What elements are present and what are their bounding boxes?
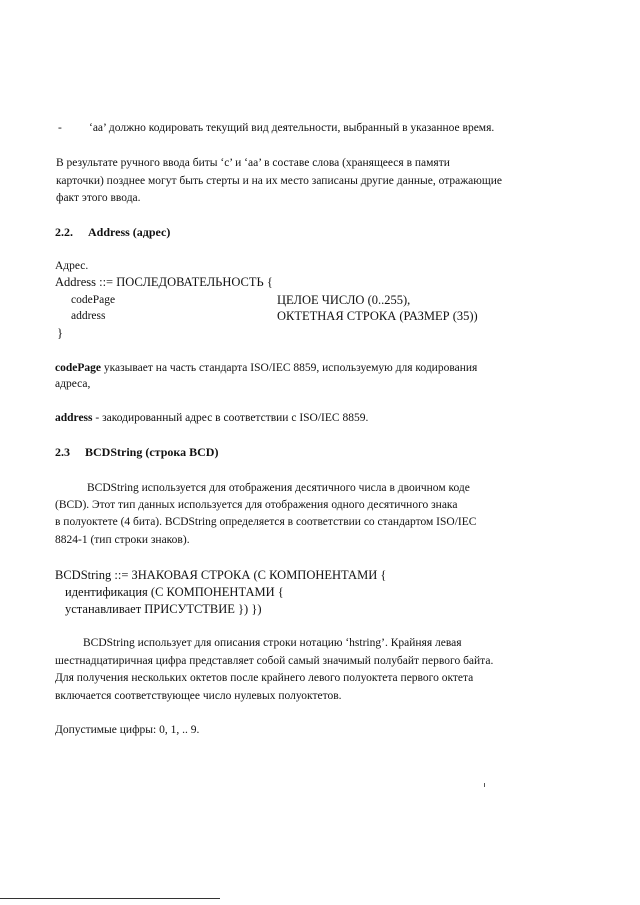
bcd-para1-line-4: 8824-1 (тип строки знаков). <box>55 534 190 546</box>
footnote-rule <box>0 898 220 899</box>
bcd-para1-line-3: в полуоктете (4 бита). BCDString определяется в соответствии со стандартом ISO/IEC <box>55 516 477 528</box>
scan-speck <box>484 783 485 787</box>
field-address-type: ОКТЕТНАЯ СТРОКА (РАЗМЕР (35)) <box>277 309 478 323</box>
codepage-description-line-2: адреса, <box>55 378 91 390</box>
bcd-para2-line-3: Для получения нескольких октетов после крайнего левого полуоктета первого октета <box>55 672 474 684</box>
codepage-description-line-1 <box>55 361 477 375</box>
section-2-2-number: 2.2. <box>55 225 73 239</box>
codepage-term: codePage <box>55 362 101 374</box>
field-address-name: address <box>71 310 106 322</box>
address-description <box>55 411 368 425</box>
bcd-para2-line-2: шестнадцатиричная цифра представляет собой самый значимый полубайт первого байта. <box>55 655 494 667</box>
field-codepage-type: ЦЕЛОЕ ЧИСЛО (0..255), <box>277 293 411 307</box>
aa-description: ‘aa’ должно кодировать текущий вид деятельности, выбранный в указанное время. <box>89 122 495 134</box>
manual-input-line-3: факт этого ввода. <box>56 192 141 204</box>
section-2-3-title: BCDString (строка BCD) <box>85 445 219 459</box>
bcd-para1-line-1: BCDString используется для отображения десятичного числа в двоичном коде <box>87 482 470 494</box>
allowed-digits: Допустимые цифры: 0, 1, .. 9. <box>55 724 200 736</box>
address-sequence-line: Address ::= ПОСЛЕДОВАТЕЛЬНОСТЬ { <box>55 275 273 289</box>
codepage-description-text: указывает на часть стандарта ISO/IEC 8859, используемую для кодирования <box>100 362 478 374</box>
bcd-def-line-2: идентификация (С КОМПОНЕНТАМИ { <box>65 585 284 599</box>
address-description-text: - закодированный адрес в соответствии с ISO/IEC 8859. <box>92 412 369 424</box>
address-close-brace: } <box>57 326 63 340</box>
bcd-para1-line-2: (BCD). Этот тип данных используется для отображения одного десятичного знака <box>55 499 458 511</box>
list-dash: - <box>58 122 62 134</box>
section-2-2-title: Address (адрес) <box>88 225 171 239</box>
section-2-3-number: 2.3 <box>55 445 70 459</box>
bcd-def-line-1: BCDString ::= ЗНАКОВАЯ СТРОКА (С КОМПОНЕНТАМИ { <box>55 568 387 582</box>
address-term: address <box>55 412 93 424</box>
address-label: Адрес. <box>55 260 89 272</box>
bcd-para2-line-1: BCDString использует для описания строки нотацию ‘hstring’. Крайняя левая <box>83 637 462 649</box>
bcd-def-line-3: устанавливает ПРИСУТСТВИЕ }) }) <box>65 602 262 616</box>
bcd-para2-line-4: включается соответствующее число нулевых полуоктетов. <box>55 690 342 702</box>
manual-input-line-1: В результате ручного ввода биты ‘с’ и ‘aa’ в составе слова (хранящееся в памяти <box>56 157 450 169</box>
field-codepage-name: codePage <box>71 294 116 306</box>
manual-input-line-2: карточки) позднее могут быть стерты и на их место записаны другие данные, отражающие <box>56 175 502 187</box>
